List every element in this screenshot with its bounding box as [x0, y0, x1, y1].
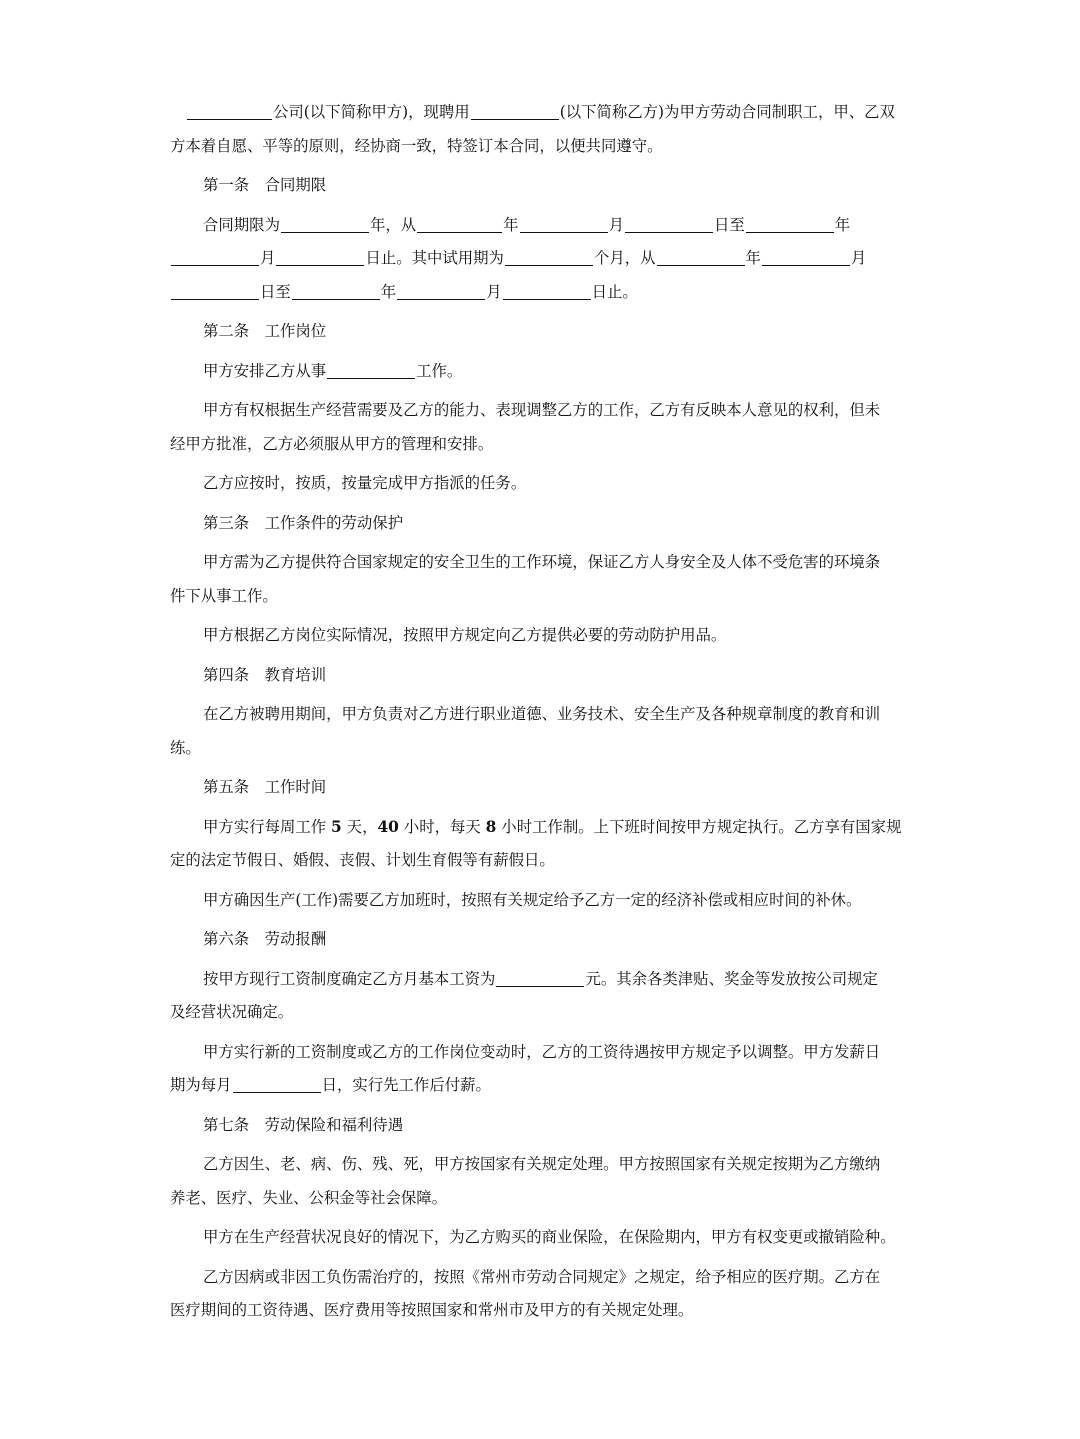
intro-line-2: 方本着自愿、平等的原则，经协商一致，特签订本合同，以便共同遵守。	[170, 136, 663, 155]
job-position-blank[interactable]	[327, 362, 415, 379]
article-3-heading: 第三条 工作条件的劳动保护	[203, 513, 404, 532]
payday-blank[interactable]	[233, 1076, 321, 1093]
probation-start-year-blank[interactable]	[657, 249, 745, 266]
intro-line-1: 公司(以下简称甲方)，现聘用 (以下简称乙方)为甲方劳动合同制职工，甲、乙双	[170, 96, 915, 130]
article-2-heading: 第二条 工作岗位	[203, 322, 327, 340]
article-1-line-3: 日至 年 月 日止。	[170, 276, 915, 310]
article-5-heading: 第五条 工作时间	[203, 778, 327, 796]
hours-per-day: 8	[485, 817, 497, 836]
probation-end-day-blank[interactable]	[503, 283, 591, 300]
contract-page	[170, 96, 915, 1328]
end-year-blank[interactable]	[746, 216, 834, 233]
article-2-p2-line-2: 经甲方批准，乙方必须服从甲方的管理和安排。	[170, 434, 494, 453]
article-7-p3-line-1: 乙方因病或非因工负伤需治疗的，按照《常州市劳动合同规定》之规定，给予相应的医疗期。乙方在	[203, 1267, 881, 1286]
probation-start-month-blank[interactable]	[762, 249, 850, 266]
article-6-p2-line-1: 甲方实行新的工资制度或乙方的工作岗位变动时，乙方的工资待遇按甲方规定予以调整。甲方发薪日	[203, 1042, 881, 1061]
days-per-week: 5	[331, 817, 342, 836]
article-3-p2: 甲方根据乙方岗位实际情况，按照甲方规定向乙方提供必要的劳动防护用品。	[203, 626, 727, 644]
article-4-heading: 第四条 教育培训	[203, 665, 327, 684]
article-1-line-1: 合同期限为 年，从 年 月 日至 年	[203, 215, 851, 234]
probation-start-day-blank[interactable]	[171, 283, 259, 300]
article-7-heading: 第七条 劳动保险和福利待遇	[203, 1115, 404, 1134]
article-3-p1-line-1: 甲方需为乙方提供符合国家规定的安全卫生的工作环境，保证乙方人身安全及人体不受危害的环境条	[203, 553, 881, 571]
article-6-p2-line-2: 期为每月 日，实行先工作后付薪。	[170, 1076, 491, 1094]
article-7-p3-line-2: 医疗期间的工资待遇、医疗费用等按照国家和常州市及甲方的有关规定处理。	[170, 1301, 694, 1319]
article-1-line-2: 月 日止。其中试用期为 个月，从 年 月	[170, 242, 915, 276]
hours-per-week: 40	[377, 817, 399, 836]
probation-end-month-blank[interactable]	[397, 283, 485, 300]
base-salary-blank[interactable]	[496, 970, 584, 987]
start-month-blank[interactable]	[520, 216, 608, 233]
company-name-blank[interactable]	[187, 103, 272, 120]
article-7-p2: 甲方在生产经营状况良好的情况下，为乙方购买的商业保险，在保险期内，甲方有权变更或撤销险种。	[203, 1228, 896, 1246]
article-3-p1-line-2: 件下从事工作。	[170, 586, 278, 605]
start-day-blank[interactable]	[625, 216, 713, 233]
employee-name-blank[interactable]	[471, 103, 559, 120]
article-2-p3: 乙方应按时，按质，按量完成甲方指派的任务。	[203, 474, 527, 492]
article-7-p1-line-2: 养老、医疗、失业、公积金等社会保障。	[170, 1188, 448, 1207]
article-5-p1-line-2: 定的法定节假日、婚假、丧假、计划生育假等有薪假日。	[170, 851, 555, 869]
article-2-p2-line-1: 甲方有权根据生产经营需要及乙方的能力、表现调整乙方的工作，乙方有反映本人意见的权利，但未	[203, 401, 881, 419]
start-year-blank[interactable]	[417, 216, 502, 233]
article-5-p2: 甲方确因生产(工作)需要乙方加班时，按照有关规定给予乙方一定的经济补偿或相应时间的补休。	[203, 890, 862, 909]
article-2-p1: 甲方安排乙方从事 工作。	[203, 361, 463, 380]
article-1-heading: 第一条 合同期限	[203, 176, 327, 194]
article-5-p1-line-1: 甲方实行每周工作 5 天，40 小时，每天 8 小时工作制。上下班时间按甲方规定执行。乙方享有国家规	[203, 817, 902, 836]
end-month-blank[interactable]	[171, 249, 259, 266]
article-7-p1-line-1: 乙方因生、老、病、伤、残、死，甲方按国家有关规定处理。甲方按照国家有关规定按期为乙方缴纳	[203, 1155, 881, 1173]
end-day-blank[interactable]	[276, 249, 364, 266]
probation-end-year-blank[interactable]	[292, 283, 380, 300]
article-4-p1-line-2: 练。	[170, 738, 201, 757]
probation-months-blank[interactable]	[505, 249, 593, 266]
article-4-p1-line-1: 在乙方被聘用期间，甲方负责对乙方进行职业道德、业务技术、安全生产及各种规章制度的教育和训	[203, 705, 881, 723]
period-years-blank[interactable]	[281, 216, 369, 233]
article-6-heading: 第六条 劳动报酬	[203, 930, 327, 948]
article-6-p1-line-2: 及经营状况确定。	[170, 1003, 294, 1021]
article-6-p1-line-1: 按甲方现行工资制度确定乙方月基本工资为 元。其余各类津贴、奖金等发放按公司规定	[203, 969, 878, 988]
